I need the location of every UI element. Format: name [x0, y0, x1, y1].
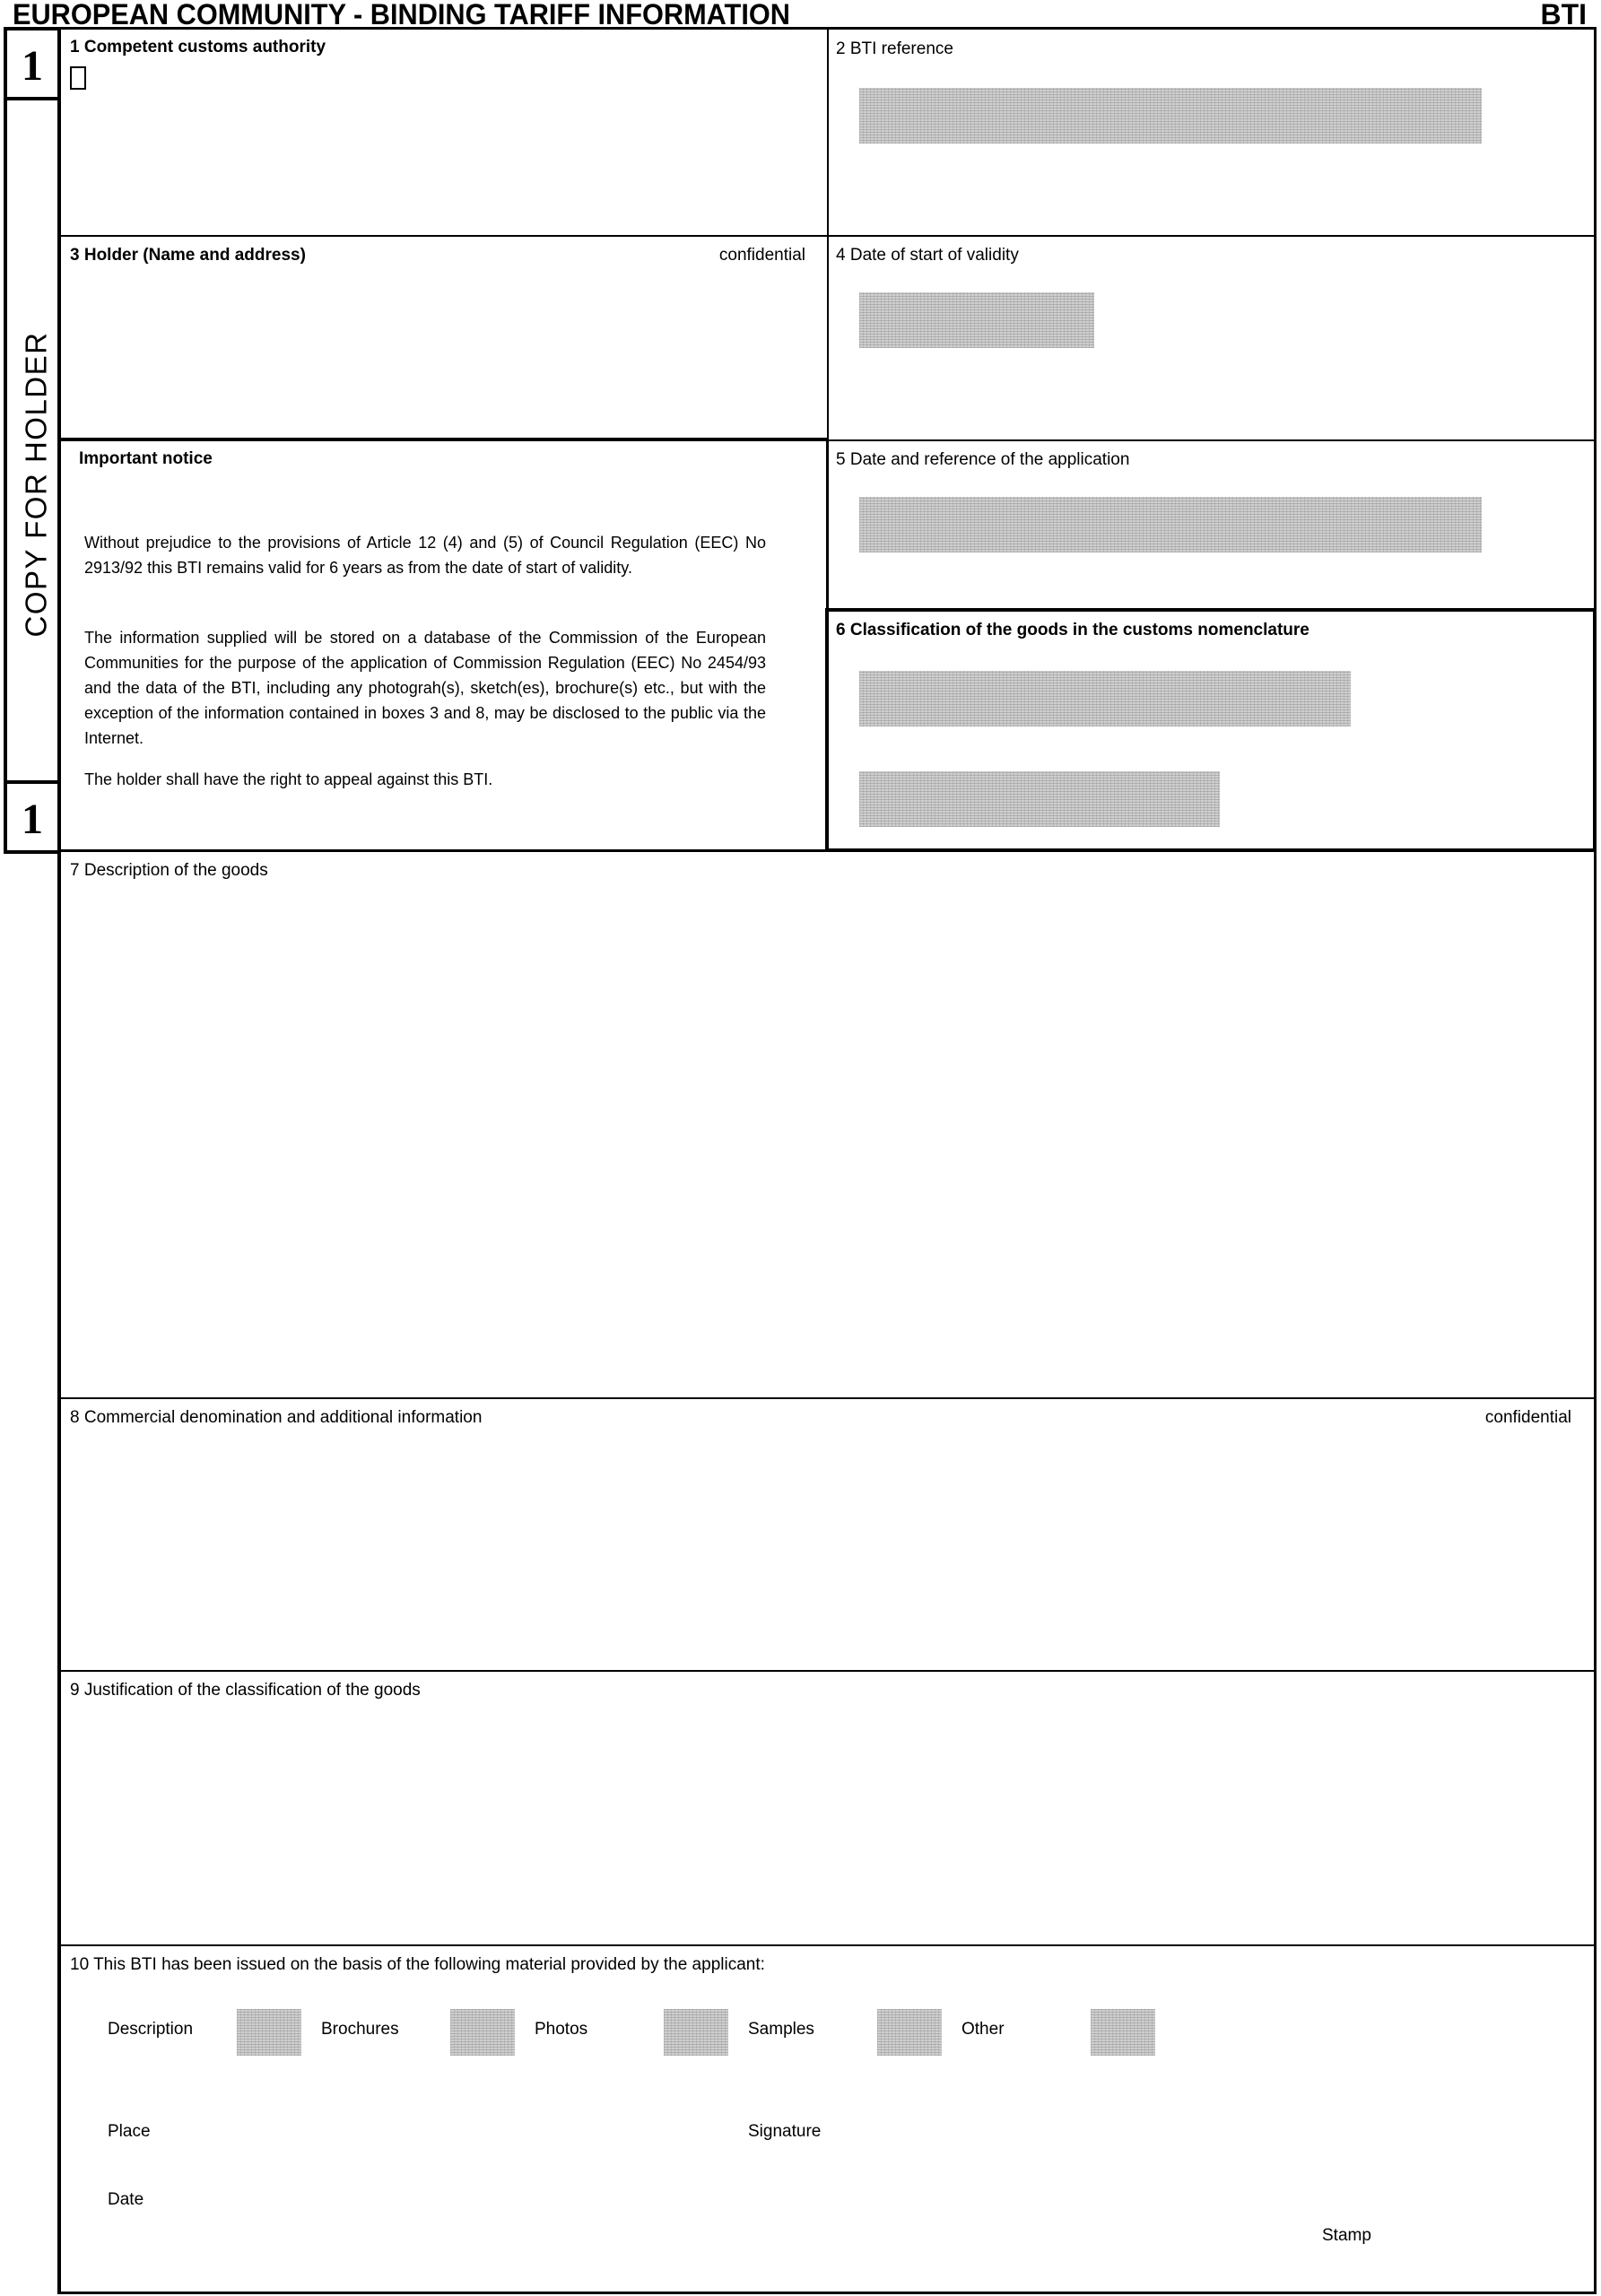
box-3-confidential-tag: confidential [718, 246, 805, 265]
box-8-label: 8 Commercial denomination and additional information [70, 1408, 483, 1427]
notice-paragraph-database: The information supplied will be stored on a database of the Commission of the European Communities for the purpose of the application of Commission Regulation (EEC) No 2454/93 and the data of the BTI, including any photograh(s), sketch(es), brochure(s) etc., but with the exception of the information contained in boxes 3 and 8, may be disclosed to the public via the Internet. [84, 629, 766, 747]
material-other-checkbox[interactable] [1091, 2009, 1155, 2056]
box-2-bti-reference[interactable] [827, 27, 1597, 237]
notice-paragraph-appeal: The holder shall have the right to appeal against this BTI. [84, 770, 493, 788]
material-samples-checkbox[interactable] [877, 2009, 942, 2056]
form-title: EUROPEAN COMMUNITY - BINDING TARIFF INFORMATION [13, 0, 790, 30]
box-8-commercial-denomination[interactable] [57, 1397, 1597, 1672]
material-brochures-label: Brochures [321, 2020, 399, 2039]
box-1-competent-customs-authority[interactable] [57, 27, 829, 237]
material-description-label: Description [108, 2020, 194, 2039]
form-code: BTI [1540, 0, 1587, 30]
box-7-label: 7 Description of the goods [70, 861, 268, 880]
box-9-label: 9 Justification of the classification of the goods [70, 1681, 421, 1700]
copy-number-bottom: 1 [22, 796, 43, 843]
box-3-label: 3 Holder (Name and address) [70, 246, 306, 265]
copy-label [9, 188, 63, 780]
copy-number-top-box [4, 27, 61, 100]
material-samples-label: Samples [748, 2020, 814, 2039]
stamp-label: Stamp [1322, 2226, 1371, 2245]
place-label: Place [108, 2122, 151, 2141]
material-other-label: Other [961, 2020, 1005, 2039]
box-6-classification[interactable] [825, 608, 1597, 852]
box-1-label: 1 Competent customs authority [70, 38, 326, 57]
box-5-label: 5 Date and reference of the application [836, 450, 1130, 469]
box-10-material-basis [57, 1944, 1597, 2294]
copy-number-bottom-box [4, 780, 61, 854]
box-2-label: 2 BTI reference [836, 39, 953, 58]
box-6-label: 6 Classification of the goods in the customs nomenclature [836, 621, 1310, 639]
box-9-justification[interactable] [57, 1670, 1597, 1946]
redacted-start-date [859, 292, 1094, 348]
material-description-checkbox[interactable] [237, 2009, 301, 2056]
box-7-description-of-goods[interactable] [57, 850, 1597, 1399]
material-photos-checkbox[interactable] [664, 2009, 728, 2056]
material-photos-label: Photos [535, 2020, 588, 2039]
redacted-application-reference [859, 497, 1482, 552]
redacted-classification-code [859, 671, 1351, 726]
box-10-label: 10 This BTI has been issued on the basis of the following material provided by the applicant: [70, 1955, 765, 1974]
box-5-application-reference[interactable] [827, 439, 1597, 612]
notice-paragraph-validity: Without prejudice to the provisions of Article 12 (4) and (5) of Council Regulation (EEC) No 2913/92 this BTI remains valid for 6 years as from the date of start of validity. [84, 534, 766, 577]
notice-heading: Important notice [79, 449, 213, 468]
date-label: Date [108, 2190, 144, 2209]
signature-label: Signature [748, 2122, 822, 2141]
redacted-classification-description [859, 771, 1220, 827]
redacted-bti-reference [859, 88, 1482, 144]
box-8-confidential-tag: confidential [1484, 1408, 1571, 1427]
authority-checkbox[interactable] [70, 66, 86, 90]
material-brochures-checkbox[interactable] [450, 2009, 515, 2056]
copy-label-text: COPY FOR HOLDER [19, 331, 53, 638]
copy-number-top: 1 [22, 42, 43, 90]
important-notice-box [57, 438, 829, 852]
box-4-label: 4 Date of start of validity [836, 246, 1019, 265]
box-3-holder[interactable] [57, 235, 829, 441]
box-4-date-start-validity[interactable] [827, 235, 1597, 441]
